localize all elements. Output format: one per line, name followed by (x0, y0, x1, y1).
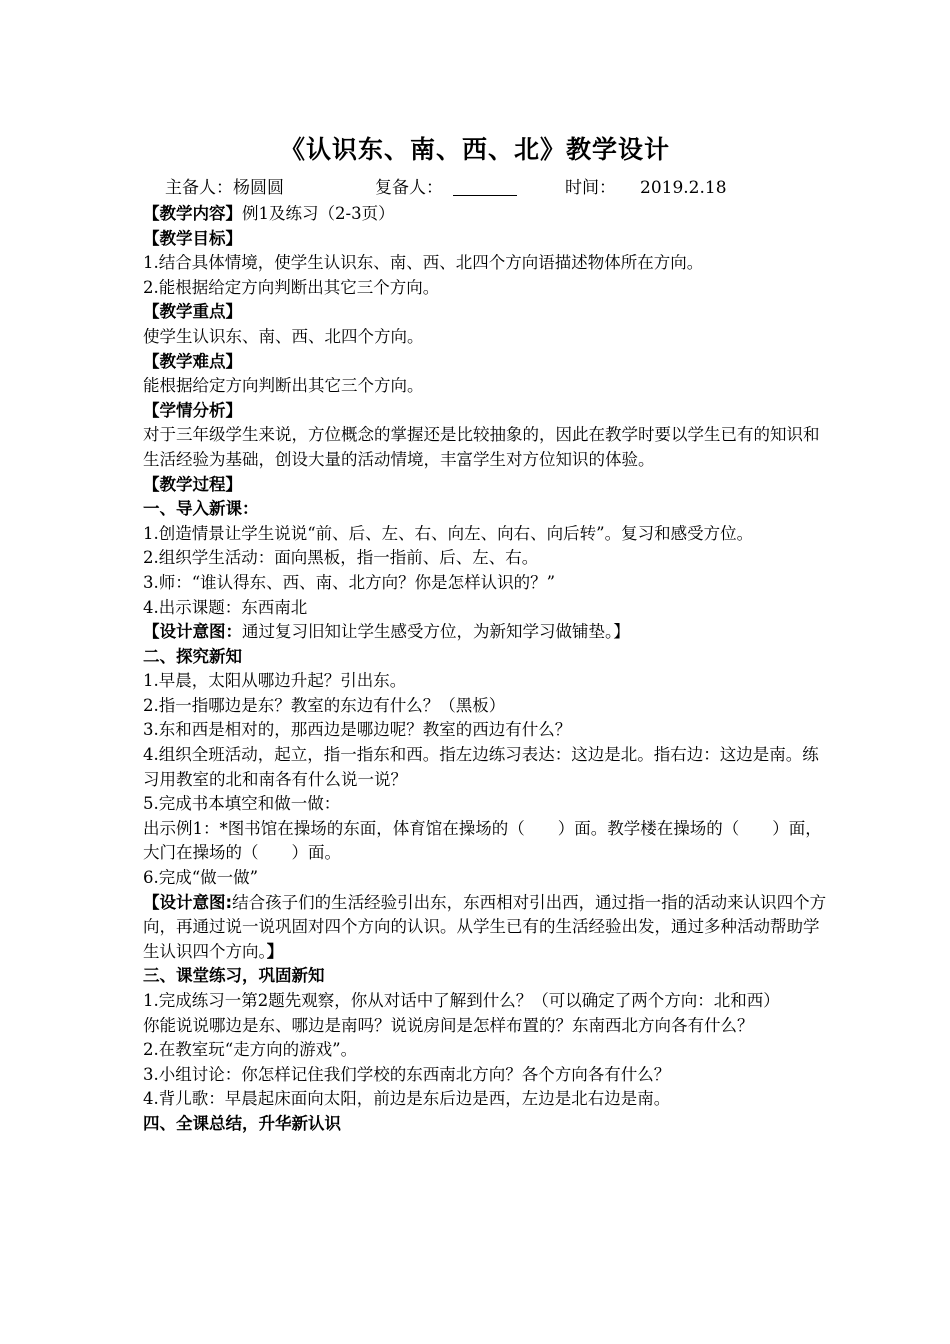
section3-item: 1.完成练习一第2题先观察，你从对话中了解到什么？（可以确定了两个方向：北和西） (143, 991, 780, 1010)
goal-item: 1.结合具体情境，使学生认识东、南、西、北四个方向语描述物体所在方向。 (143, 253, 704, 273)
section2-item: 3.东和西是相对的，那西边是哪边呢？教室的西边有什么？ (143, 720, 572, 740)
section2-item: 5.完成书本填空和做一做： (143, 794, 341, 814)
analysis-text: 对于三年级学生来说，方位概念的掌握还是比较抽象的，因此在教学时要以学生已有的知识和生活经验为基础，创设大量的活动情境，丰富学生对方位知识的体验。 (143, 425, 820, 469)
section2-intent-end: 】 (266, 941, 284, 961)
analysis-heading: 【学情分析】 (143, 400, 242, 420)
difficulty-text: 能根据给定方向判断出其它三个方向。 (143, 376, 424, 396)
section1-item: 1.创造情景让学生说说“前、后、左、右、向左、向右、向后转”。复习和感受方位。 (143, 523, 754, 543)
section1-item: 2.组织学生活动：面向黑板，指一指前、后、左、右。 (143, 548, 539, 568)
teaching-content-text: 例1及练习（2-3页） (242, 204, 395, 223)
section1-intent-label: 【设计意图： (143, 622, 242, 642)
section2-item: 2.指一指哪边是东？教室的东边有什么？（黑板） (143, 695, 506, 715)
section2-intent-label: 【设计意图: (143, 892, 233, 912)
section2-heading: 二、探究新知 (143, 646, 242, 666)
section2-intent-text: 结合孩子们的生活经验引出东，东西相对引出西，通过指一指的活动来认识四个方向，再通过说一说巩固对四个方向的认识。从学生已有的生活经验出发，通过多种活动帮助学生认识四个方向。 (143, 892, 827, 961)
section3-item: 2.在教室玩“走方向的游戏”。 (143, 1040, 358, 1060)
difficulty-heading: 【教学难点】 (143, 351, 242, 371)
section2-intent (143, 891, 833, 965)
section1-intent-text: 通过复习旧知让学生感受方位，为新知学习做铺垫。】 (242, 622, 630, 642)
teaching-content-label: 【教学内容】 (143, 204, 242, 223)
goals-heading: 【教学目标】 (143, 228, 242, 248)
section1-item: 3.师：“谁认得东、西、南、北方向？你是怎样认识的？” (143, 572, 556, 592)
section2-item: 出示例1：*图书馆在操场的东面，体育馆在操场的（ ）面。教学楼在操场的（ ）面，大门在操场的（ ）面。 (143, 818, 822, 863)
reviewer-label: 复备人： (375, 178, 443, 198)
key-point-heading: 【教学重点】 (143, 302, 242, 322)
section1-heading: 一、导入新课： (143, 499, 259, 519)
process-heading: 【教学过程】 (143, 474, 242, 494)
section4-heading: 四、全课总结，升华新认识 (143, 1113, 341, 1133)
section2-item: 1.早晨，太阳从哪边升起？引出东。 (143, 671, 407, 691)
document-body (143, 202, 833, 1137)
section1-item: 4.出示课题：东西南北 (143, 597, 308, 617)
page-title: 《认识东、南、西、北》教学设计 (279, 135, 670, 164)
section2-item: 6.完成“做一做” (143, 868, 259, 888)
preparer: 主备人：杨圆圆 (165, 178, 284, 198)
teaching-content (143, 202, 833, 227)
section1-intent (143, 620, 833, 645)
reviewer-blank-line (453, 176, 517, 196)
date-value: 2019.2.18 (640, 178, 727, 198)
section3-heading: 三、课堂练习，巩固新知 (143, 966, 325, 986)
section3-item: 3.小组讨论：你怎样记住我们学校的东西南北方向？各个方向各有什么？ (143, 1064, 671, 1084)
time-label: 时间： (565, 178, 616, 198)
goal-item: 2.能根据给定方向判断出其它三个方向。 (143, 277, 440, 297)
section2-item: 4.组织全班活动，起立，指一指东和西。指左边练习表达：这边是北。指右边：这边是南。练习用教室的北和南各有什么说一说？ (143, 745, 819, 789)
section3-item: 4.背儿歌：早晨起床面向太阳，前边是东后边是西，左边是北右边是南。 (143, 1089, 671, 1109)
section3-item: 你能说说哪边是东、哪边是南吗？说说房间是怎样布置的？东南西北方向各有什么？ (143, 1015, 754, 1035)
key-point-text: 使学生认识东、南、西、北四个方向。 (143, 326, 424, 346)
